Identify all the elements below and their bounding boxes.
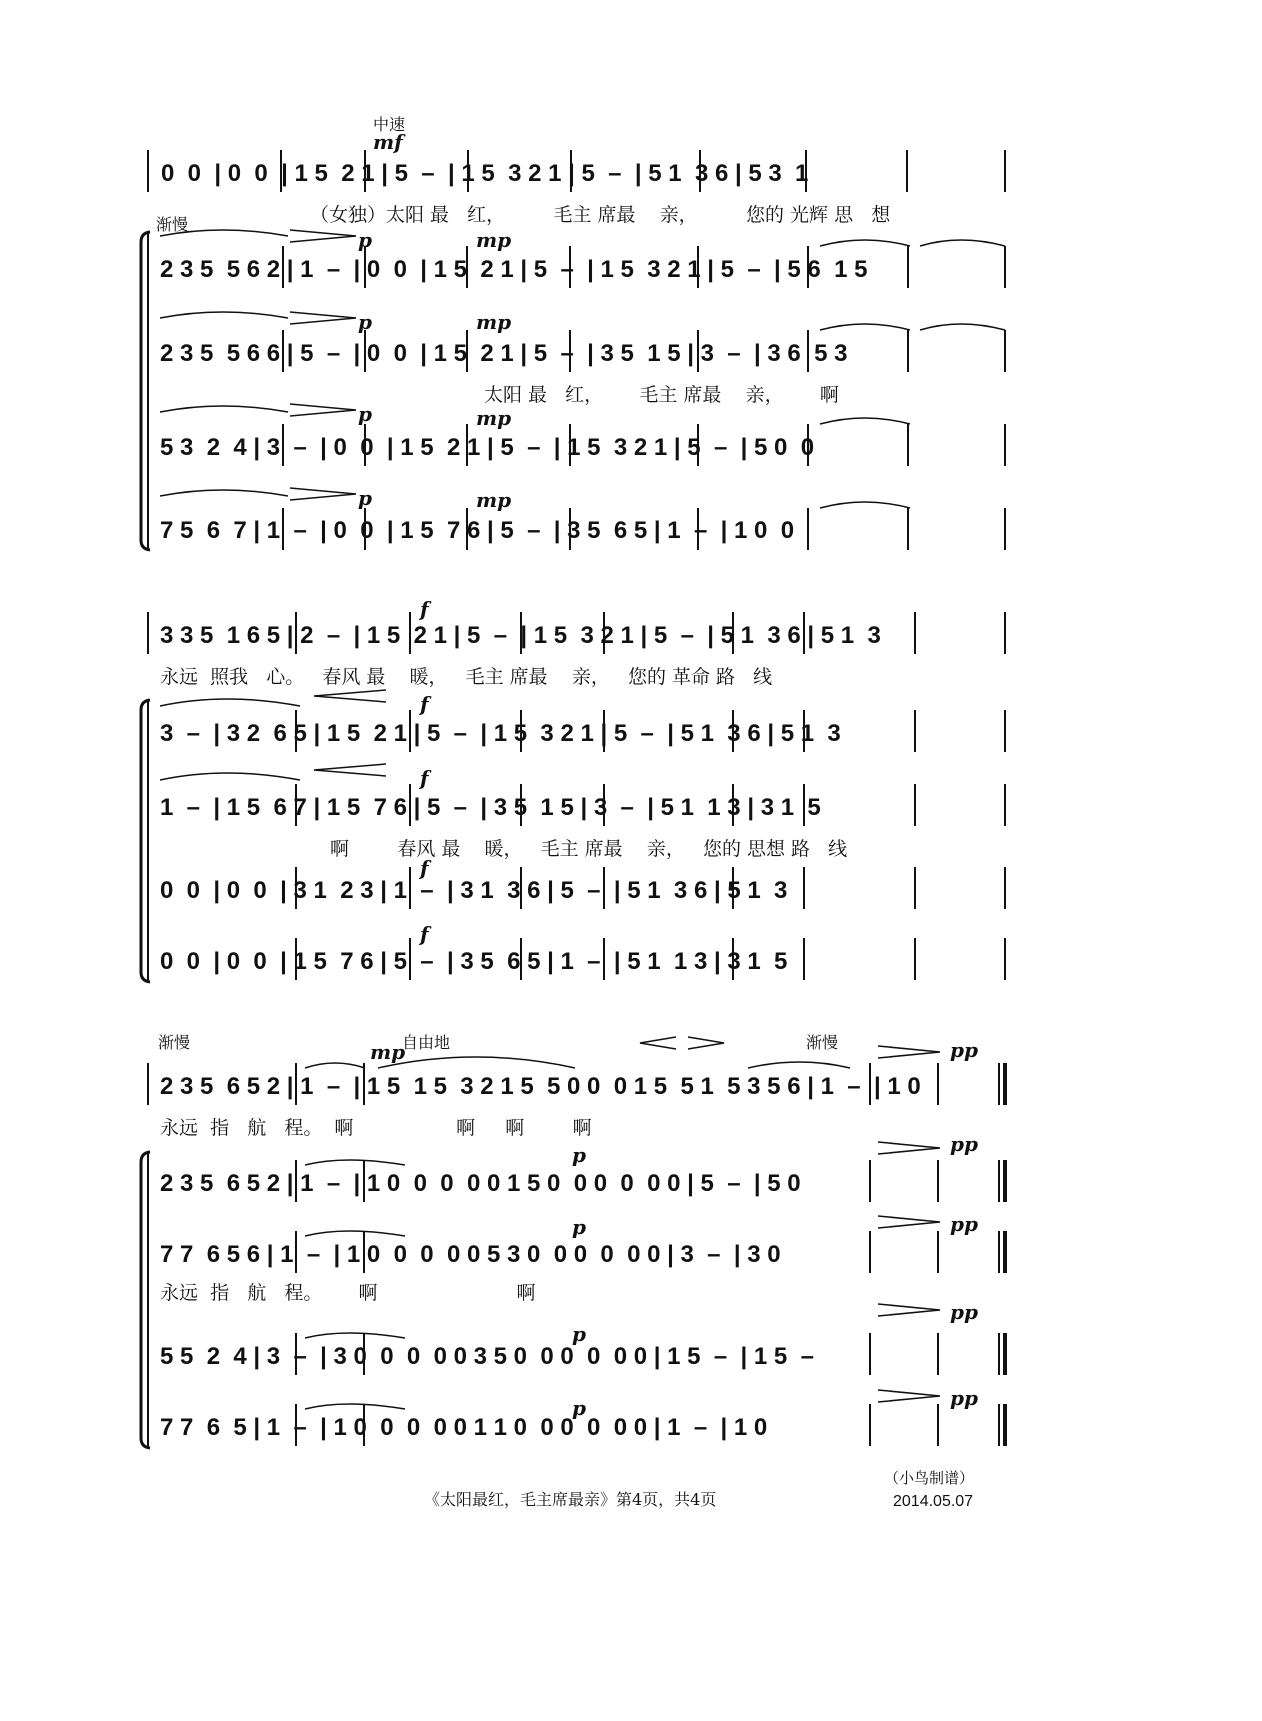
dynamic-p: p [358, 310, 372, 334]
dynamic-f: f [420, 692, 429, 716]
dynamic-mp: mp [476, 488, 512, 512]
dynamic-mp: mp [476, 310, 512, 334]
staff-notes: 0 0 | 0 0 | 3 1 2 3 | 1 – | 3 1 3 6 | 5 – | 5 1 3 6 | 5 1 3 [160, 877, 788, 904]
staff-notes: 3 – | 3 2 6 5 | 1 5 2 1 | 5 – | 1 5 3 2 1 | 5 – | 5 1 3 6 | 5 1 3 [160, 720, 841, 747]
rit-marking: 渐慢 [806, 1033, 839, 1052]
staff-notes: 7 5 6 7 | 1 – | 0 0 | 1 5 7 6 | 5 – | 3 5 6 5 | 1 – | 1 0 0 [160, 517, 795, 544]
dynamic-p: p [572, 1396, 586, 1420]
lyrics-line: 永远 照我 心。 春风 最 暖， 毛主 席最 亲， 您的 革命 路 线 [160, 666, 773, 688]
staff-notes: 5 5 2 4 | 3 – | 3 0 0 0 0 0 3 5 0 0 0 0 0 0 | 1 5 – | 1 5 – [160, 1343, 814, 1370]
staff-notes: 2 3 5 5 6 2 | 1 – | 0 0 | 1 5 2 1 | 5 – | 1 5 3 2 1 | 5 – | 5 6 1 5 [160, 256, 868, 283]
rit-marking: 渐慢 [158, 1033, 191, 1052]
lyrics-line: 永远 指 航 程。 啊 啊 啊 啊 [160, 1117, 592, 1139]
staff-notes: 5 3 2 4 | 3 – | 0 0 | 1 5 2 1 | 5 – | 1 5 3 2 1 | 5 – | 5 0 0 [160, 434, 815, 461]
dynamic-pp: pp [950, 1038, 978, 1062]
dynamic-pp: pp [950, 1132, 978, 1156]
rit-marking: 渐慢 [156, 215, 189, 234]
dynamic-p: p [358, 486, 372, 510]
lyrics-line: 啊 春风 最 暖， 毛主 席最 亲， 您的 思想 路 线 [330, 838, 848, 860]
date: 2014.05.07 [893, 1493, 974, 1510]
lyrics-line: 太阳 最 红， 毛主 席最 亲， 啊 [484, 384, 839, 406]
dynamic-pp: pp [950, 1386, 978, 1410]
dynamic-f: f [420, 766, 429, 790]
page-info: 《太阳最红，毛主席最亲》第4页，共4页 [424, 1490, 717, 1509]
dynamic-mp: mp [476, 228, 512, 252]
staff-notes: 7 7 6 5 6 | 1 – | 1 0 0 0 0 0 5 3 0 0 0 0 0 0 | 3 – | 3 0 [160, 1241, 781, 1268]
staff-notes: 7 7 6 5 | 1 – | 1 0 0 0 0 0 1 1 0 0 0 0 0 0 | 1 – | 1 0 [160, 1414, 768, 1441]
staff-notes: 3 3 5 1 6 5 | 2 – | 1 5 2 1 | 5 – | 1 5 3 2 1 | 5 – | 5 1 3 6 | 5 1 3 [160, 622, 881, 649]
dynamic-f: f [420, 922, 429, 946]
dynamic-p: p [572, 1215, 586, 1239]
free-tempo-marking: 自由地 [402, 1033, 451, 1052]
credit: （小鸟制谱） [884, 1469, 975, 1487]
staff-notes: 1 – | 1 5 6 7 | 1 5 7 6 | 5 – | 3 5 1 5 | 3 – | 5 1 1 3 | 3 1 5 [160, 794, 821, 821]
dynamic-pp: pp [950, 1212, 978, 1236]
staff-notes: 0 0 | 0 0 | 1 5 2 1 | 5 – | 1 5 3 2 1 | 5 – | 5 1 3 6 | 5 3 1 [161, 160, 809, 187]
dynamic-p: p [358, 228, 372, 252]
dynamic-f: f [420, 856, 429, 880]
dynamic-p: p [358, 402, 372, 426]
lyrics-line: 永远 指 航 程。 啊 啊 [160, 1282, 536, 1304]
dynamic-f: f [420, 597, 429, 621]
staff-notes: 2 3 5 6 5 2 | 1 – | 1 0 0 0 0 0 1 5 0 0 0 0 0 0 | 5 – | 5 0 [160, 1170, 801, 1197]
staff-notes: 0 0 | 0 0 | 1 5 7 6 | 5 – | 3 5 6 5 | 1 – | 5 1 1 3 | 3 1 5 [160, 948, 788, 975]
dynamic-mf: mf [373, 130, 403, 154]
lyrics-line: （女独）太阳 最 红， 毛主 席最 亲， 您的 光辉 思 想 [310, 204, 891, 226]
tempo-marking: 中速 [373, 115, 406, 134]
dynamic-p: p [572, 1143, 586, 1167]
dynamic-mp: mp [476, 406, 512, 430]
dynamic-mp: mp [370, 1040, 406, 1064]
staff-notes: 2 3 5 6 5 2 | 1 – | 1 5 1 5 3 2 1 5 5 0 0 0 1 5 5 1 5 3 5 6 | 1 – | 1 0 [160, 1073, 921, 1100]
staff-notes: 2 3 5 5 6 6 | 5 – | 0 0 | 1 5 2 1 | 5 – | 3 5 1 5 | 3 – | 3 6 5 3 [160, 340, 848, 367]
dynamic-p: p [572, 1322, 586, 1346]
dynamic-pp: pp [950, 1300, 978, 1324]
